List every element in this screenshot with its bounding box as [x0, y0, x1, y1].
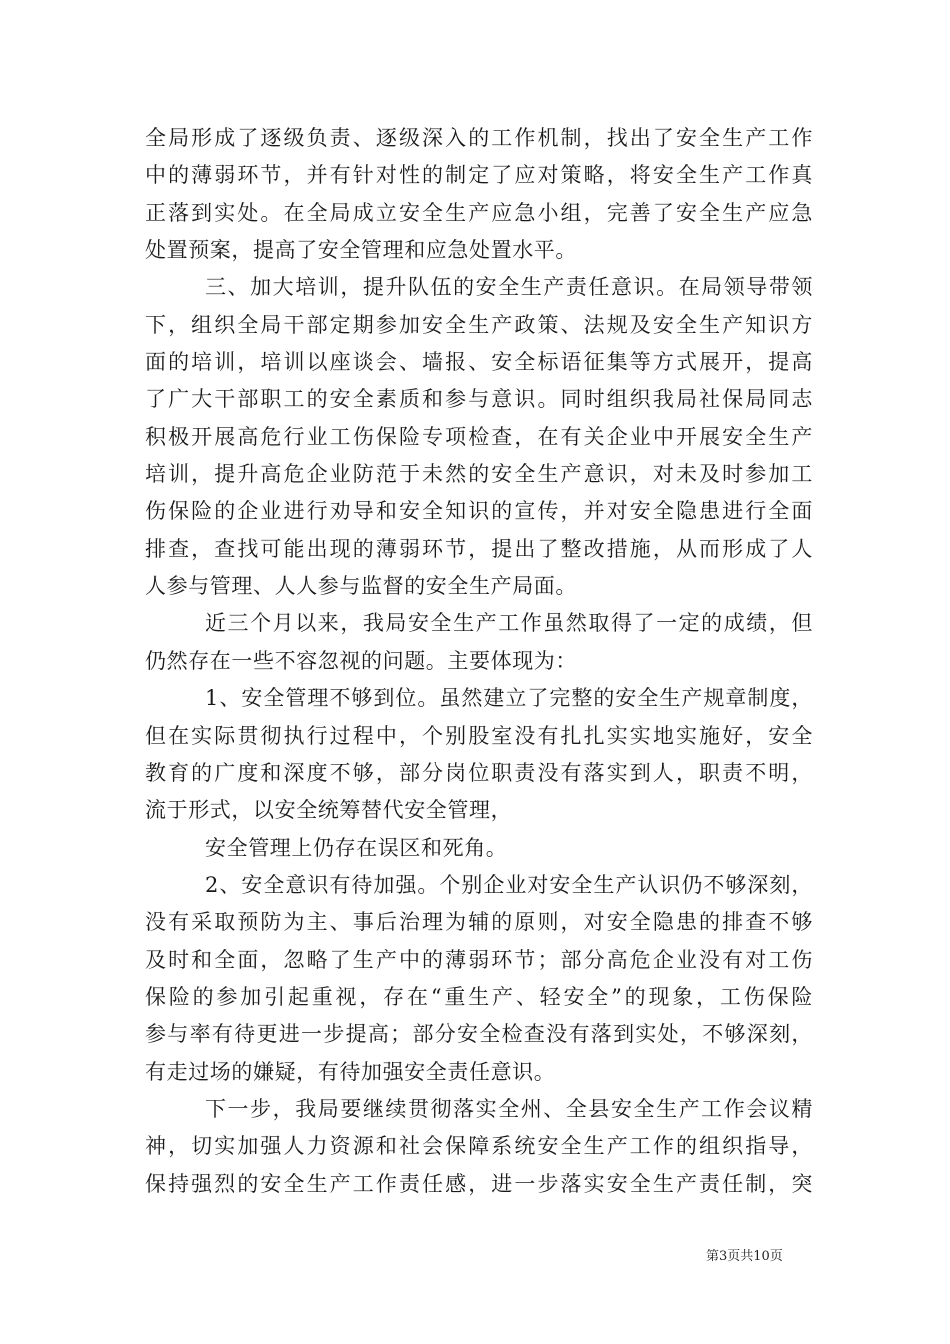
text-line: 神，切实加强人力资源和社会保障系统安全生产工作的组织指导，: [145, 1134, 813, 1159]
text-line: 下一步，我局要继续贯彻落实全州、全县安全生产工作会议精: [205, 1096, 813, 1121]
text-line: 保持强烈的安全生产工作责任感，进一步落实安全生产责任制，突: [145, 1171, 813, 1196]
page-number: 第3页共10页: [706, 1249, 783, 1264]
text-line: 伤保险的企业进行劝导和安全知识的宣传，并对安全隐患进行全面: [145, 499, 813, 524]
text-line: 仍然存在一些不容忽视的问题。主要体现为：: [145, 648, 577, 673]
text-line: 参与率有待更进一步提高；部分安全检查没有落到实处，不够深刻，: [145, 1022, 813, 1047]
text-line: 流于形式，以安全统筹替代安全管理，: [145, 798, 513, 823]
document-body: [145, 120, 813, 1203]
text-line: 近三个月以来，我局安全生产工作虽然取得了一定的成绩，但: [205, 611, 813, 636]
text-line: 但在实际贯彻执行过程中，个别股室没有扎扎实实地实施好，安全: [145, 723, 813, 748]
text-line: 三、加大培训，提升队伍的安全生产责任意识。在局领导带领: [205, 275, 813, 300]
text-line: 安全管理上仍存在误区和死角。: [205, 835, 508, 860]
text-line: 人参与管理、人人参与监督的安全生产局面。: [145, 574, 577, 599]
text-line: 及时和全面，忽略了生产中的薄弱环节；部分高危企业没有对工伤: [145, 947, 813, 972]
text-line: 没有采取预防为主、事后治理为辅的原则，对安全隐患的排查不够: [145, 910, 813, 935]
text-line: 处置预案，提高了安全管理和应急处置水平。: [145, 238, 577, 263]
text-line: 了广大干部职工的安全素质和参与意识。同时组织我局社保局同志: [145, 387, 813, 412]
text-line: 全局形成了逐级负责、逐级深入的工作机制，找出了安全生产工作: [145, 126, 813, 150]
text-line: 教育的广度和深度不够，部分岗位职责没有落实到人，职责不明，: [145, 760, 813, 785]
text-line: 排查，查找可能出现的薄弱环节，提出了整改措施，从而形成了人: [145, 536, 813, 561]
text-line: 2、安全意识有待加强。个别企业对安全生产认识仍不够深刻，: [205, 872, 813, 897]
text-line: 积极开展高危行业工伤保险专项检查，在有关企业中开展安全生产: [145, 424, 813, 449]
text-line: 中的薄弱环节，并有针对性的制定了应对策略，将安全生产工作真: [145, 163, 813, 188]
text-line: 下，组织全局干部定期参加安全生产政策、法规及安全生产知识方: [145, 312, 813, 337]
text-line: 培训，提升高危企业防范于未然的安全生产意识，对未及时参加工: [145, 462, 813, 487]
text-line: 正落到实处。在全局成立安全生产应急小组，完善了安全生产应急: [145, 200, 813, 225]
text-line: 保险的参加引起重视，存在“重生产、轻安全”的现象，工伤保险: [145, 984, 813, 1009]
text-line: 有走过场的嫌疑，有待加强安全责任意识。: [145, 1059, 556, 1084]
text-line: 面的培训，培训以座谈会、墙报、安全标语征集等方式展开，提高: [145, 350, 813, 375]
text-line: 1、安全管理不够到位。虽然建立了完整的安全生产规章制度，: [205, 686, 813, 711]
